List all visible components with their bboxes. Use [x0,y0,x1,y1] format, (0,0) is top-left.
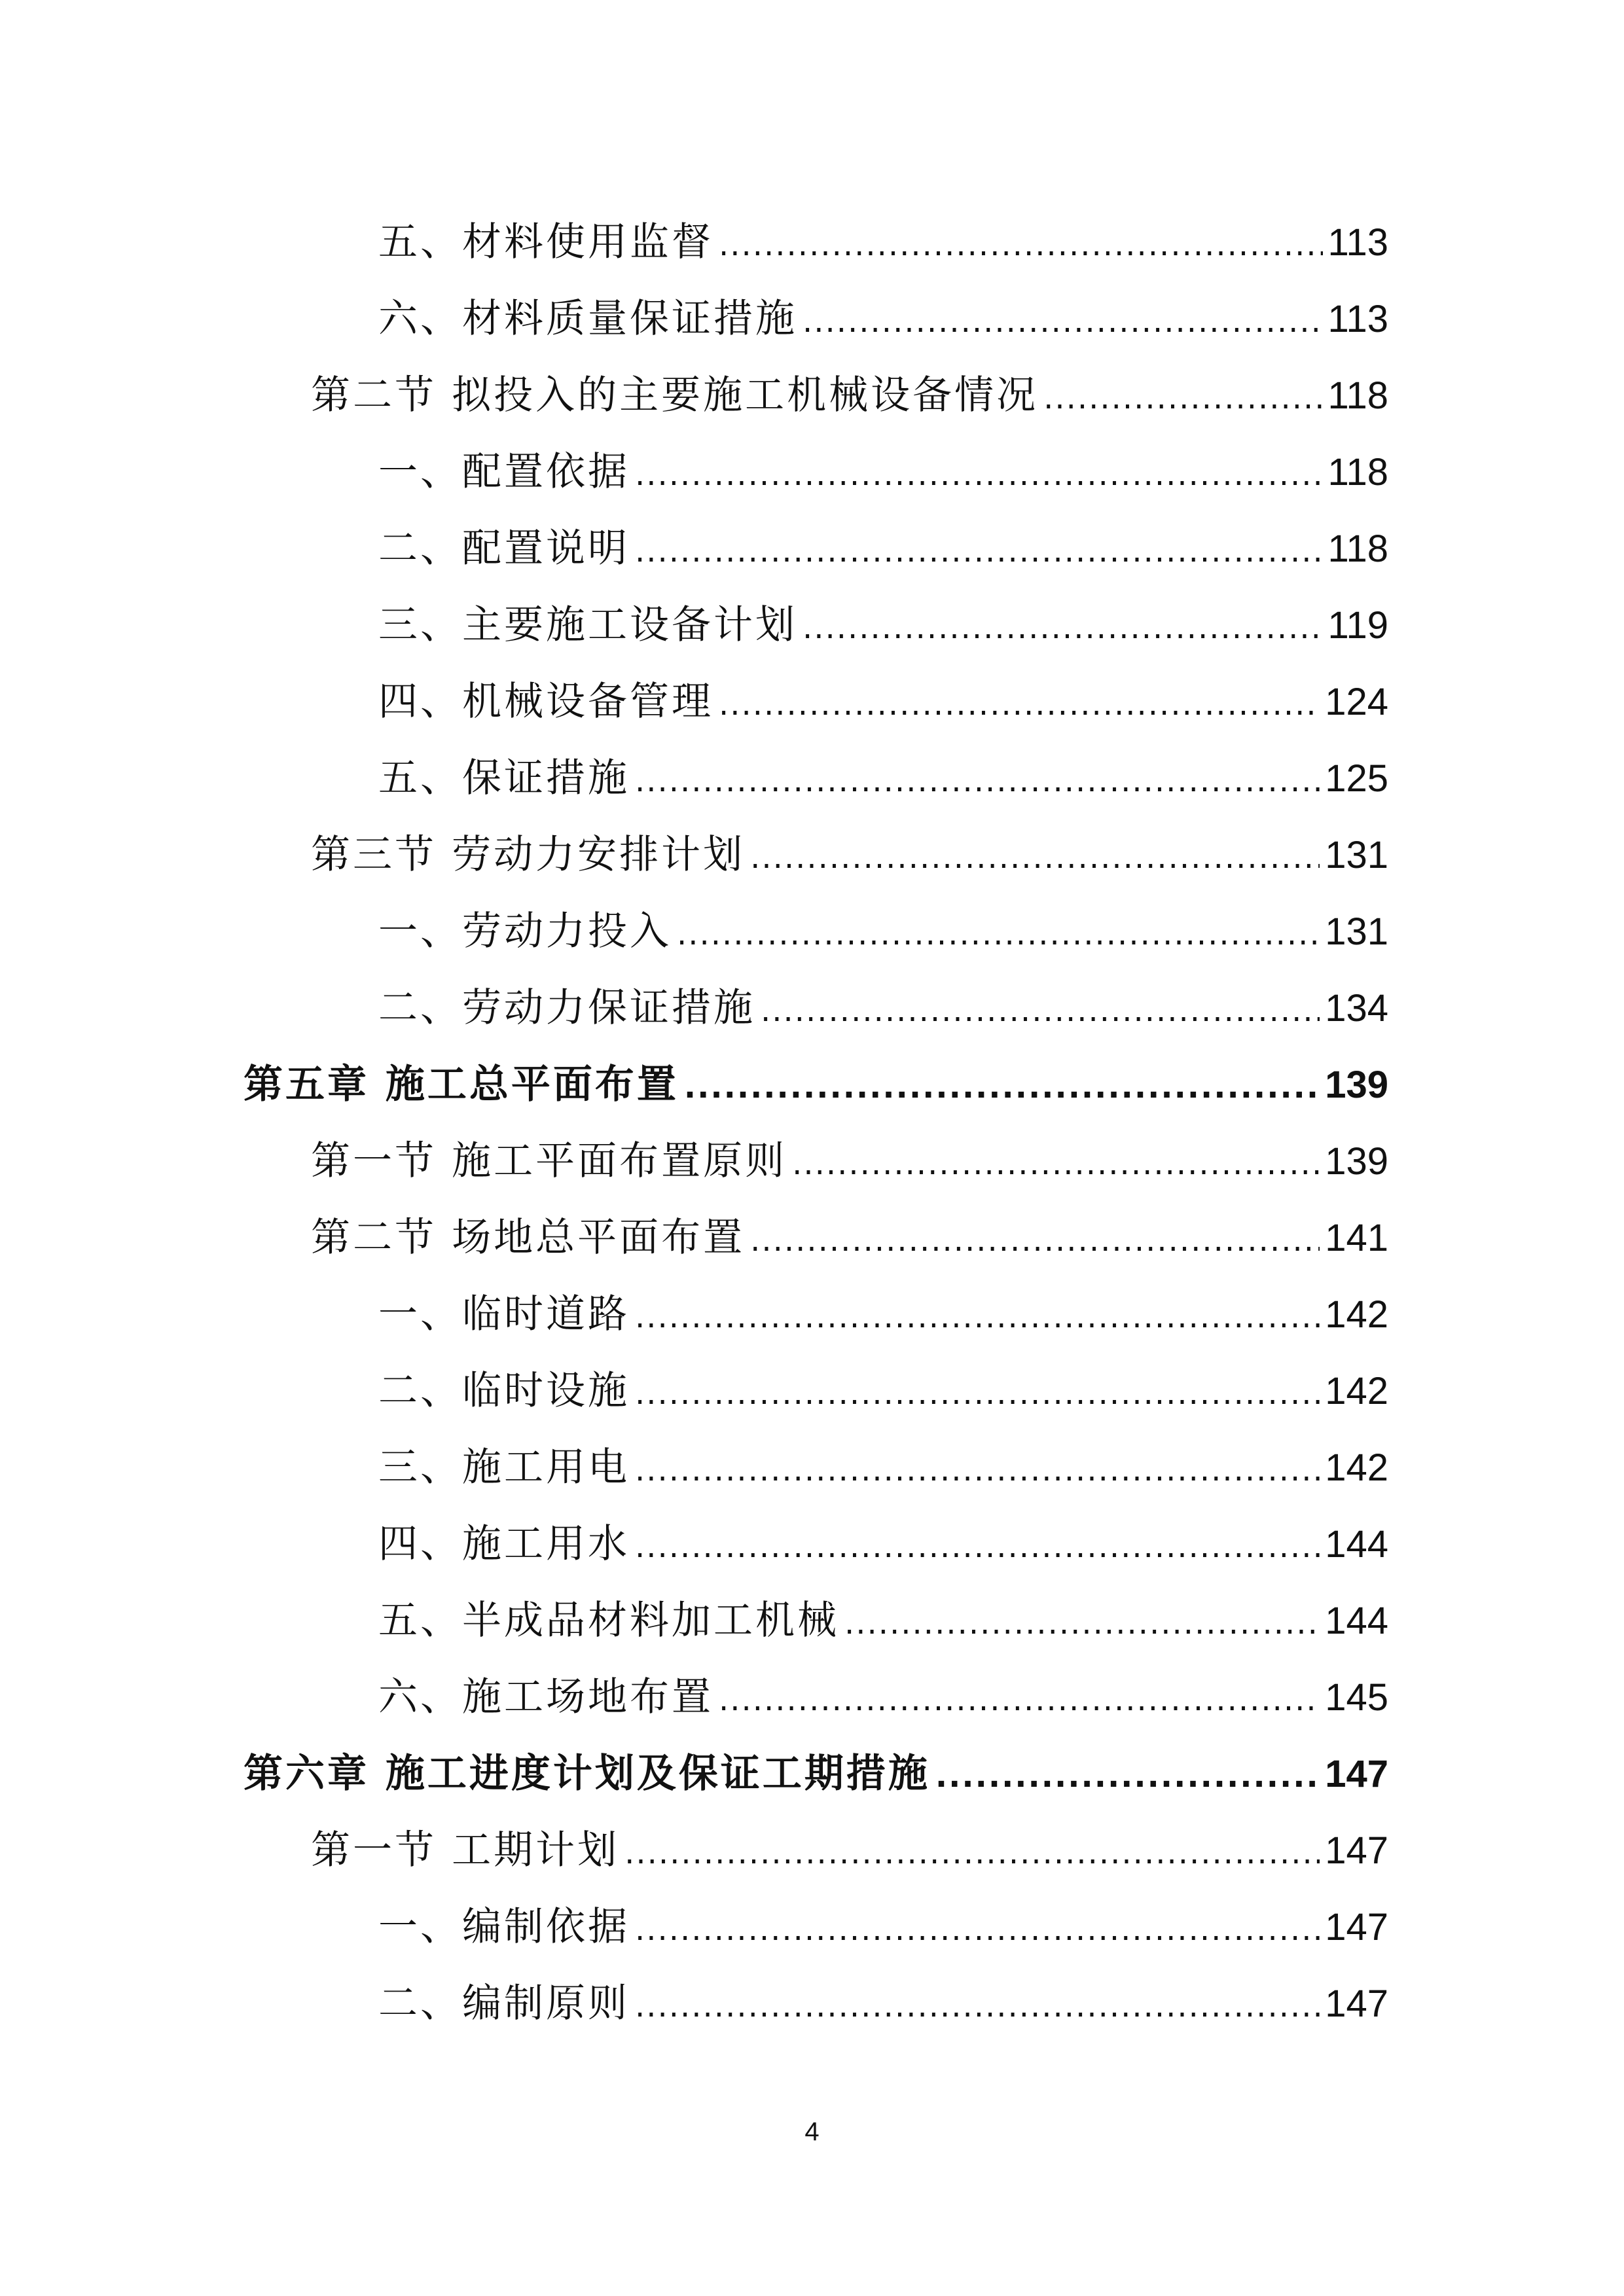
toc-dot-leader [624,1827,1320,1879]
toc-entry[interactable] [378,216,1388,268]
toc-entry-title: 三、施工用电 [378,1444,630,1490]
toc-dot-leader [635,1367,1320,1420]
toc-dot-leader [684,1061,1320,1113]
toc-entry[interactable] [311,1211,1388,1264]
toc-entry-page: 144 [1325,1523,1388,1566]
toc-entry-title: 第六章 施工进度计划及保证工期措施 [244,1751,930,1797]
toc-entry-title: 五、材料使用监督 [378,219,713,265]
toc-entry-title: 第三节 劳动力安排计划 [311,832,746,878]
toc-entry-title: 第一节 施工平面布置原则 [311,1138,787,1184]
toc-chapter-entry[interactable] [244,1748,1388,1800]
toc-entry[interactable] [378,982,1388,1034]
toc-dot-leader [803,295,1323,348]
toc-dot-leader [635,1903,1320,1956]
toc-entry-title: 六、施工场地布置 [378,1674,713,1720]
toc-entry-page: 131 [1325,910,1388,953]
toc-entry-page: 147 [1325,1982,1388,2025]
toc-entry[interactable] [378,675,1388,728]
toc-entry-title: 一、编制依据 [378,1904,630,1950]
toc-dot-leader [719,678,1320,730]
toc-dot-leader [635,1291,1320,1343]
toc-dot-leader [635,448,1323,501]
toc-entry-page: 118 [1327,528,1388,570]
toc-entry-title: 五、保证措施 [378,755,630,801]
toc-entry-title: 一、临时道路 [378,1291,630,1337]
toc-entry-title: 四、施工用水 [378,1521,630,1567]
toc-chapter-entry[interactable] [244,1058,1388,1111]
toc-entry-page: 142 [1325,1370,1388,1412]
toc-dot-leader [719,1674,1320,1726]
toc-entry-page: 124 [1325,681,1388,723]
toc-entry-title: 五、半成品材料加工机械 [378,1598,839,1643]
toc-dot-leader [635,1980,1320,2032]
toc-dot-leader [635,1444,1320,1496]
toc-entry-page: 113 [1327,298,1388,340]
toc-dot-leader [750,1214,1320,1266]
toc-entry[interactable] [311,1824,1388,1876]
toc-entry[interactable] [378,522,1388,575]
toc-dot-leader [792,1138,1320,1190]
toc-entry[interactable] [311,1135,1388,1187]
toc-entry[interactable] [378,1977,1388,2030]
toc-entry-page: 147 [1325,1753,1388,1795]
toc-entry-page: 118 [1327,451,1388,493]
toc-entry-title: 六、材料质量保证措施 [378,296,797,342]
toc-entry-page: 113 [1327,221,1388,264]
toc-entry[interactable] [378,752,1388,804]
toc-entry-page: 139 [1325,1140,1388,1183]
toc-dot-leader [761,984,1320,1037]
toc-entry[interactable] [378,293,1388,345]
toc-entry[interactable] [378,905,1388,958]
toc-entry-title: 二、临时设施 [378,1368,630,1414]
toc-entry[interactable] [378,446,1388,498]
toc-entry-title: 一、劳动力投入 [378,908,672,954]
toc-dot-leader [844,1597,1320,1649]
toc-entry-page: 145 [1325,1676,1388,1719]
toc-entry-page: 118 [1327,374,1388,417]
toc-entry-page: 142 [1325,1446,1388,1489]
toc-dot-leader [1043,372,1322,424]
toc-dot-leader [935,1750,1320,1803]
toc-entry[interactable] [378,599,1388,651]
toc-entry-title: 二、编制原则 [378,1981,630,2026]
toc-dot-leader [635,525,1323,577]
toc-entry-page: 134 [1325,987,1388,1030]
toc-entry-page: 141 [1325,1217,1388,1259]
toc-entry-page: 147 [1325,1906,1388,1948]
toc-entry-page: 119 [1327,604,1388,647]
toc-entry-title: 第二节 拟投入的主要施工机械设备情况 [311,372,1039,418]
toc-entry-title: 三、主要施工设备计划 [378,602,797,648]
page-number: 4 [804,2117,820,2146]
toc-dot-leader [803,601,1323,654]
toc-entry-page: 144 [1325,1600,1388,1642]
toc-entry[interactable] [378,1365,1388,1417]
toc-entry[interactable] [311,369,1388,422]
toc-entry-page: 147 [1325,1829,1388,1872]
toc-entry[interactable] [378,1901,1388,1953]
toc-entry[interactable] [378,1671,1388,1723]
toc-entry-title: 四、机械设备管理 [378,679,713,725]
toc-entry[interactable] [378,1518,1388,1570]
toc-dot-leader [750,831,1320,884]
toc-dot-leader [719,219,1323,271]
toc-dot-leader [635,1520,1320,1573]
toc-entry-title: 一、配置依据 [378,449,630,495]
toc-entry-page: 142 [1325,1293,1388,1336]
toc-entry-title: 第五章 施工总平面布置 [244,1062,679,1107]
toc-entry-title: 二、配置说明 [378,526,630,571]
toc-entry[interactable] [378,1441,1388,1494]
toc-entry-page: 125 [1325,757,1388,800]
toc-entry[interactable] [378,1288,1388,1340]
toc-entry-title: 第二节 场地总平面布置 [311,1215,746,1261]
toc-dot-leader [677,908,1320,960]
toc-entry[interactable] [311,829,1388,881]
toc-dot-leader [635,755,1320,807]
toc-entry-title: 二、劳动力保证措施 [378,985,755,1031]
toc-entry-title: 第一节 工期计划 [311,1827,620,1873]
toc-entry-page: 131 [1325,834,1388,876]
toc-entry-page: 139 [1325,1064,1388,1106]
toc-entry[interactable] [378,1594,1388,1647]
